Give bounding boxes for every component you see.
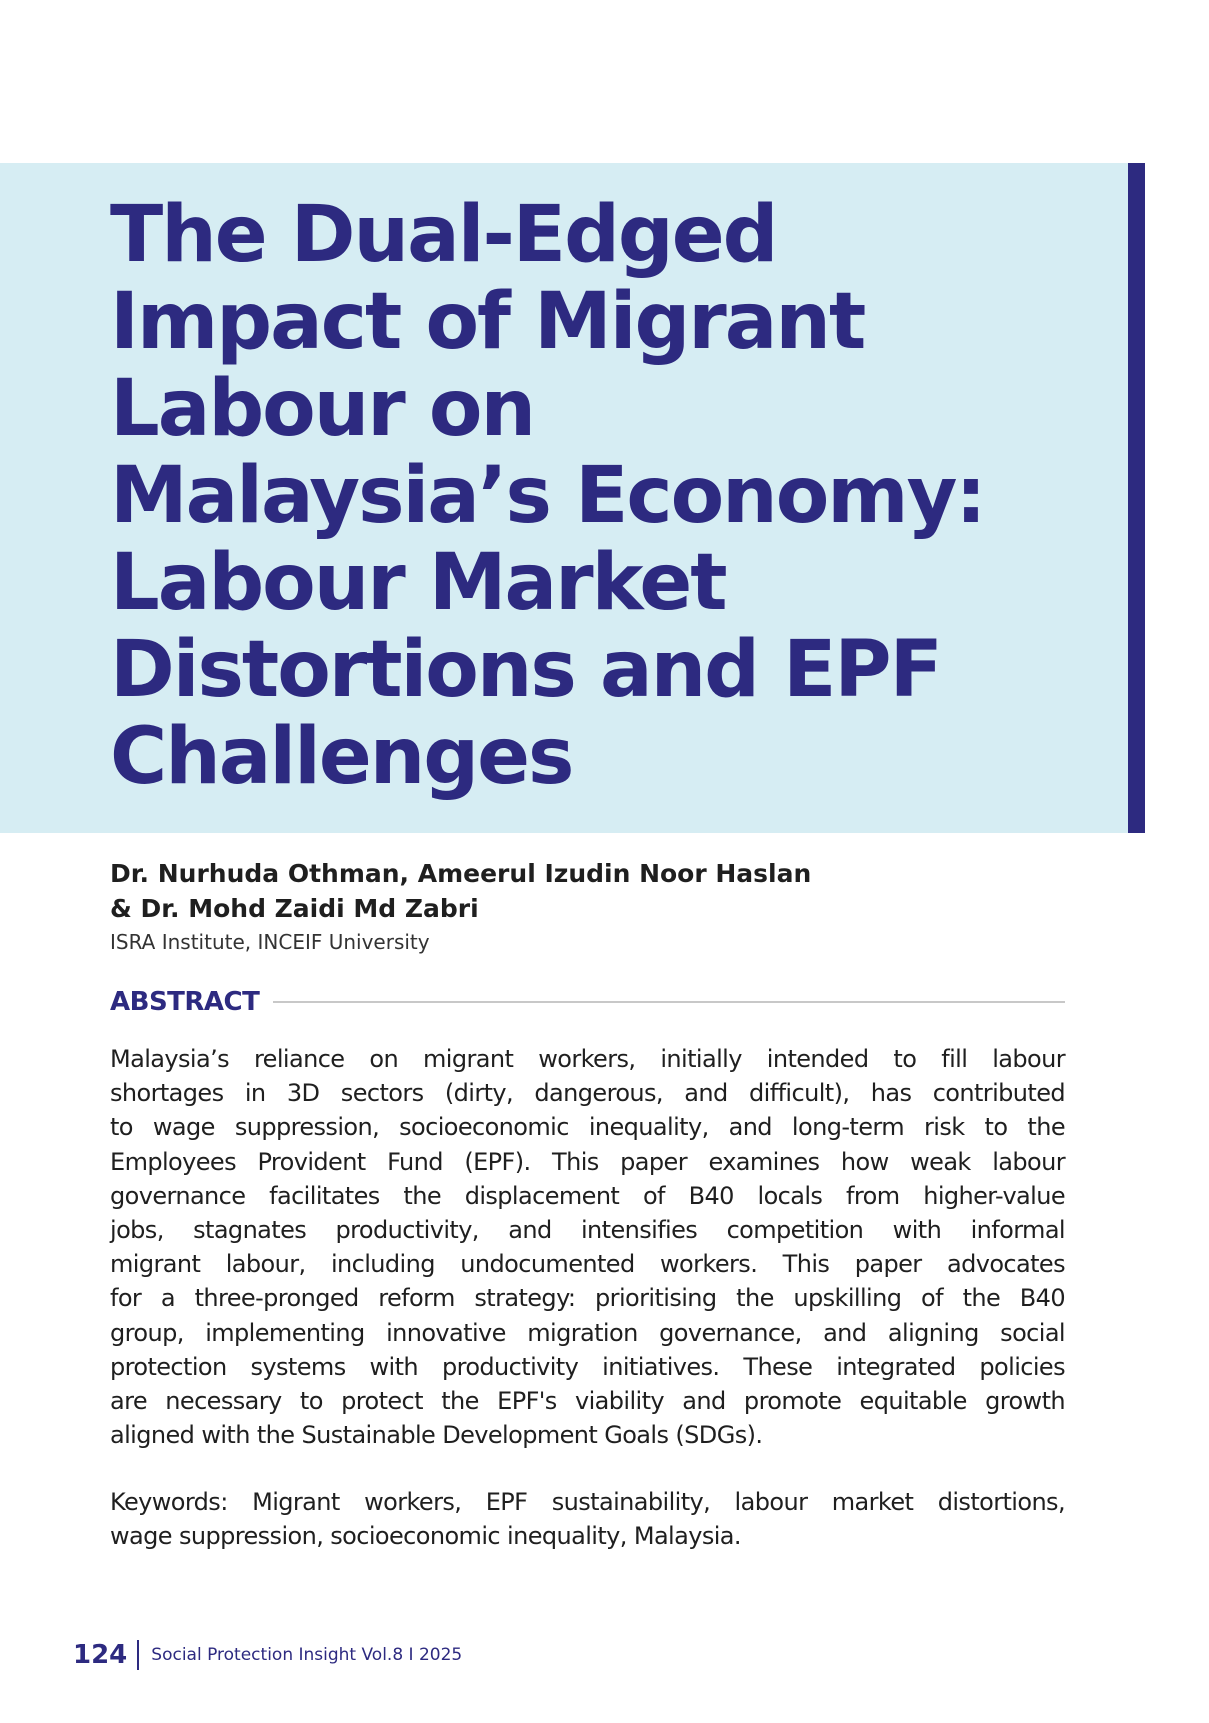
abstract-line: migrant labour, including undocumented workers. This paper advocates (110, 1250, 1065, 1279)
article-title (110, 192, 1110, 801)
journal-name: Social Protection Insight Vol.8 I 2025 (151, 1645, 463, 1665)
abstract-heading-label: ABSTRACT (110, 987, 260, 1017)
title-line: Labour Market (110, 538, 726, 628)
abstract-line: governance facilitates the displacement of B40 locals from higher-value (110, 1181, 1065, 1210)
keywords-line: Keywords: Migrant workers, EPF sustainability, labour market distortions, (110, 1488, 1065, 1516)
abstract-heading-rule (273, 1001, 1065, 1003)
author-list (110, 856, 811, 926)
title-accent-bar (1128, 163, 1145, 833)
title-line: The Dual-Edged (110, 190, 777, 280)
title-line: Impact of Migrant (110, 277, 865, 367)
abstract-line: shortages in 3D sectors (dirty, dangerous, and difficult), has contributed (110, 1079, 1065, 1108)
abstract-line: protection systems with productivity initiatives. These integrated policies (110, 1352, 1065, 1381)
abstract-heading (110, 984, 1065, 1020)
abstract-line: aligned with the Sustainable Development Goals (SDGs). (110, 1421, 763, 1450)
title-line: Malaysia’s Economy: (110, 451, 985, 541)
author-line: Dr. Nurhuda Othman, Ameerul Izudin Noor Haslan (110, 859, 812, 888)
author-affiliation: ISRA Institute, INCEIF University (110, 930, 430, 954)
author-line: & Dr. Mohd Zaidi Md Zabri (110, 894, 479, 923)
title-line: Distortions and EPF (110, 625, 941, 715)
footer-separator (137, 1640, 139, 1670)
abstract-line: for a three-pronged reform strategy: prioritising the upskilling of the B40 (110, 1284, 1065, 1313)
abstract-line: are necessary to protect the EPF's viability and promote equitable growth (110, 1387, 1065, 1416)
abstract-line: to wage suppression, socioeconomic inequality, and long-term risk to the (110, 1113, 1065, 1142)
page-number: 124 (73, 1640, 128, 1670)
abstract-line: group, implementing innovative migration governance, and aligning social (110, 1318, 1065, 1347)
abstract-body (110, 1042, 1065, 1452)
keywords-line: wage suppression, socioeconomic inequality, Malaysia. (110, 1522, 741, 1550)
abstract-line: Malaysia’s reliance on migrant workers, initially intended to fill labour (110, 1045, 1065, 1073)
abstract-line: Employees Provident Fund (EPF). This paper examines how weak labour (110, 1147, 1065, 1176)
page-footer (73, 1638, 462, 1672)
title-line: Challenges (110, 712, 573, 802)
abstract-line: jobs, stagnates productivity, and intensifies competition with informal (110, 1216, 1065, 1245)
title-line: Labour on (110, 364, 535, 454)
keywords (110, 1485, 1065, 1553)
